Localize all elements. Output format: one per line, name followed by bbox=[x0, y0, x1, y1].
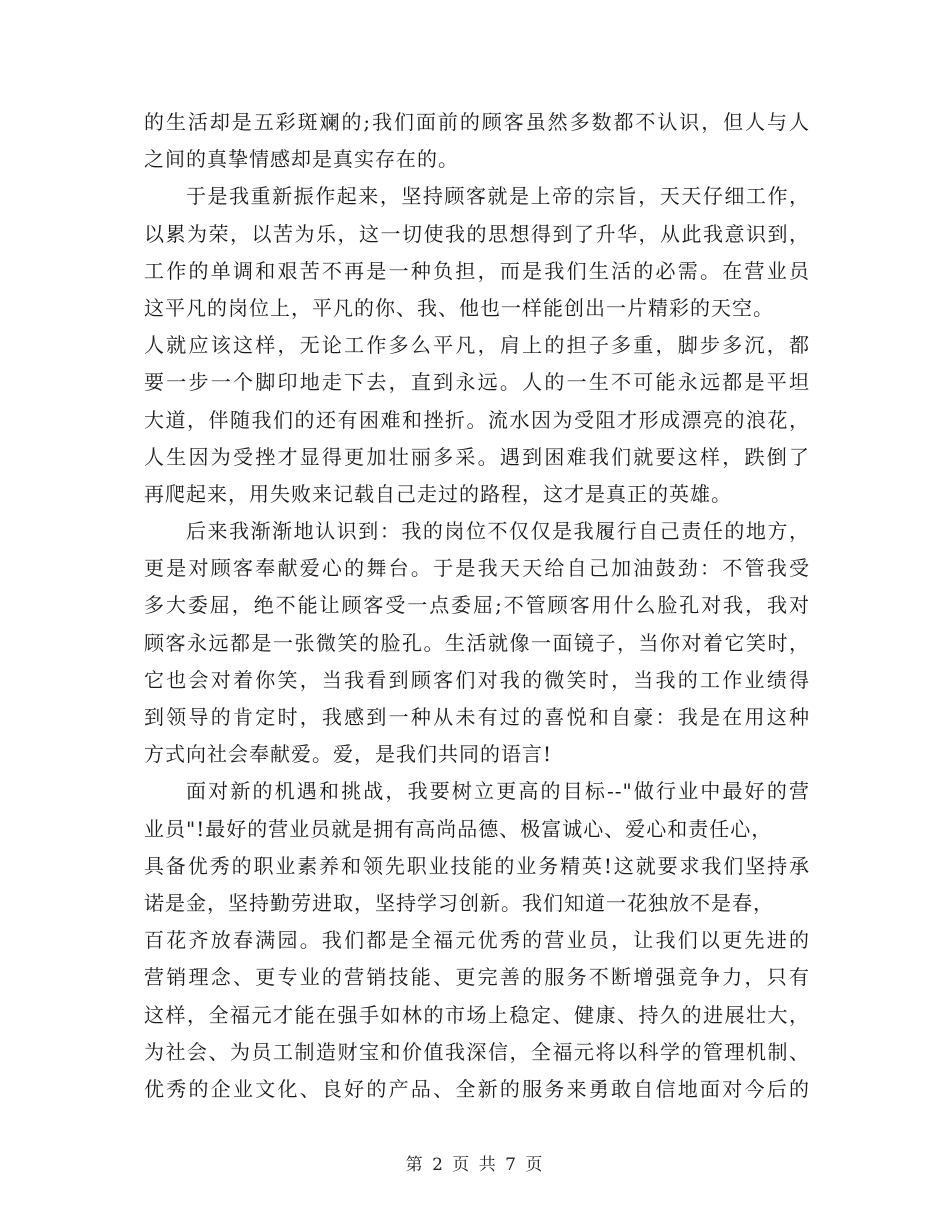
text-line: 诺是金，坚持勤劳进取，坚持学习创新。我们知道一花独放不是春， bbox=[144, 890, 774, 915]
paragraph-first-line: 于是我重新振作起来，坚持顾客就是上帝的宗旨，天天仔细工作， bbox=[186, 184, 810, 209]
text-line: 人生因为受挫才显得更加壮丽多采。遇到困难我们就要这样，跌倒了 bbox=[144, 444, 810, 469]
text-line: 营销理念、更专业的营销技能、更完善的服务不断增强竞争力，只有 bbox=[144, 965, 810, 990]
text-line: 的生活却是五彩斑斓的;我们面前的顾客虽然多数都不认识，但人与人 bbox=[144, 110, 810, 134]
text-line: 这样，全福元才能在强手如林的市场上稳定、健康、持久的进展壮大， bbox=[144, 1002, 810, 1027]
text-line: 工作的单调和艰苦不再是一种负担，而是我们生活的必需。在营业员 bbox=[144, 258, 810, 283]
text-line: 为社会、为员工制造财宝和价值我深信，全福元将以科学的管理机制、 bbox=[144, 1039, 810, 1064]
text-line: 到领导的肯定时，我感到一种从未有过的喜悦和自豪：我是在用这种 bbox=[144, 705, 810, 729]
text-line: 更是对顾客奉献爱心的舞台。于是我天天给自己加油鼓劲：不管我受 bbox=[144, 556, 810, 581]
text-line: 大道，伴随我们的还有困难和挫折。流水因为受阻才形成漂亮的浪花， bbox=[144, 407, 810, 432]
paragraph-first-line: 面对新的机遇和挑战，我要树立更高的目标--"做行业中最好的营 bbox=[186, 779, 810, 804]
text-line: 人就应该这样，无论工作多么平凡，肩上的担子多重，脚步多沉，都 bbox=[144, 333, 810, 358]
text-line: 这平凡的岗位上，平凡的你、我、他也一样能创出一片精彩的天空。 bbox=[144, 295, 774, 320]
text-line: 方式向社会奉献爱。爱，是我们共同的语言! bbox=[144, 742, 553, 767]
text-line: 之间的真挚情感却是真实存在的。 bbox=[144, 147, 459, 172]
text-line: 再爬起来，用失败来记载自己走过的路程，这才是真正的英雄。 bbox=[144, 481, 732, 506]
paragraph-first-line: 后来我渐渐地认识到：我的岗位不仅仅是我履行自己责任的地方， bbox=[186, 519, 810, 544]
page-number-footer: 第 2 页 共 7 页 bbox=[405, 1155, 545, 1175]
document-body bbox=[144, 104, 810, 1108]
text-line: 百花齐放春满园。我们都是全福元优秀的营业员，让我们以更先进的 bbox=[144, 928, 810, 953]
text-line: 顾客永远都是一张微笑的脸孔。生活就像一面镜子，当你对着它笑时， bbox=[144, 630, 810, 655]
text-line: 优秀的企业文化、良好的产品、全新的服务来勇敢自信地面对今后的 bbox=[144, 1076, 810, 1101]
text-line: 业员"!最好的营业员就是拥有高尚品德、极富诚心、爱心和责任心， bbox=[144, 816, 773, 841]
text-line: 具备优秀的职业素养和领先职业技能的业务精英!这就要求我们坚持承 bbox=[144, 853, 810, 878]
text-line: 要一步一个脚印地走下去，直到永远。人的一生不可能永远都是平坦 bbox=[144, 370, 810, 395]
text-line: 它也会对着你笑，当我看到顾客们对我的微笑时，当我的工作业绩得 bbox=[144, 667, 810, 692]
text-line: 以累为荣，以苦为乐，这一切使我的思想得到了升华，从此我意识到， bbox=[144, 221, 810, 246]
text-line: 多大委屈，绝不能让顾客受一点委屈;不管顾客用什么脸孔对我，我对 bbox=[144, 593, 810, 618]
